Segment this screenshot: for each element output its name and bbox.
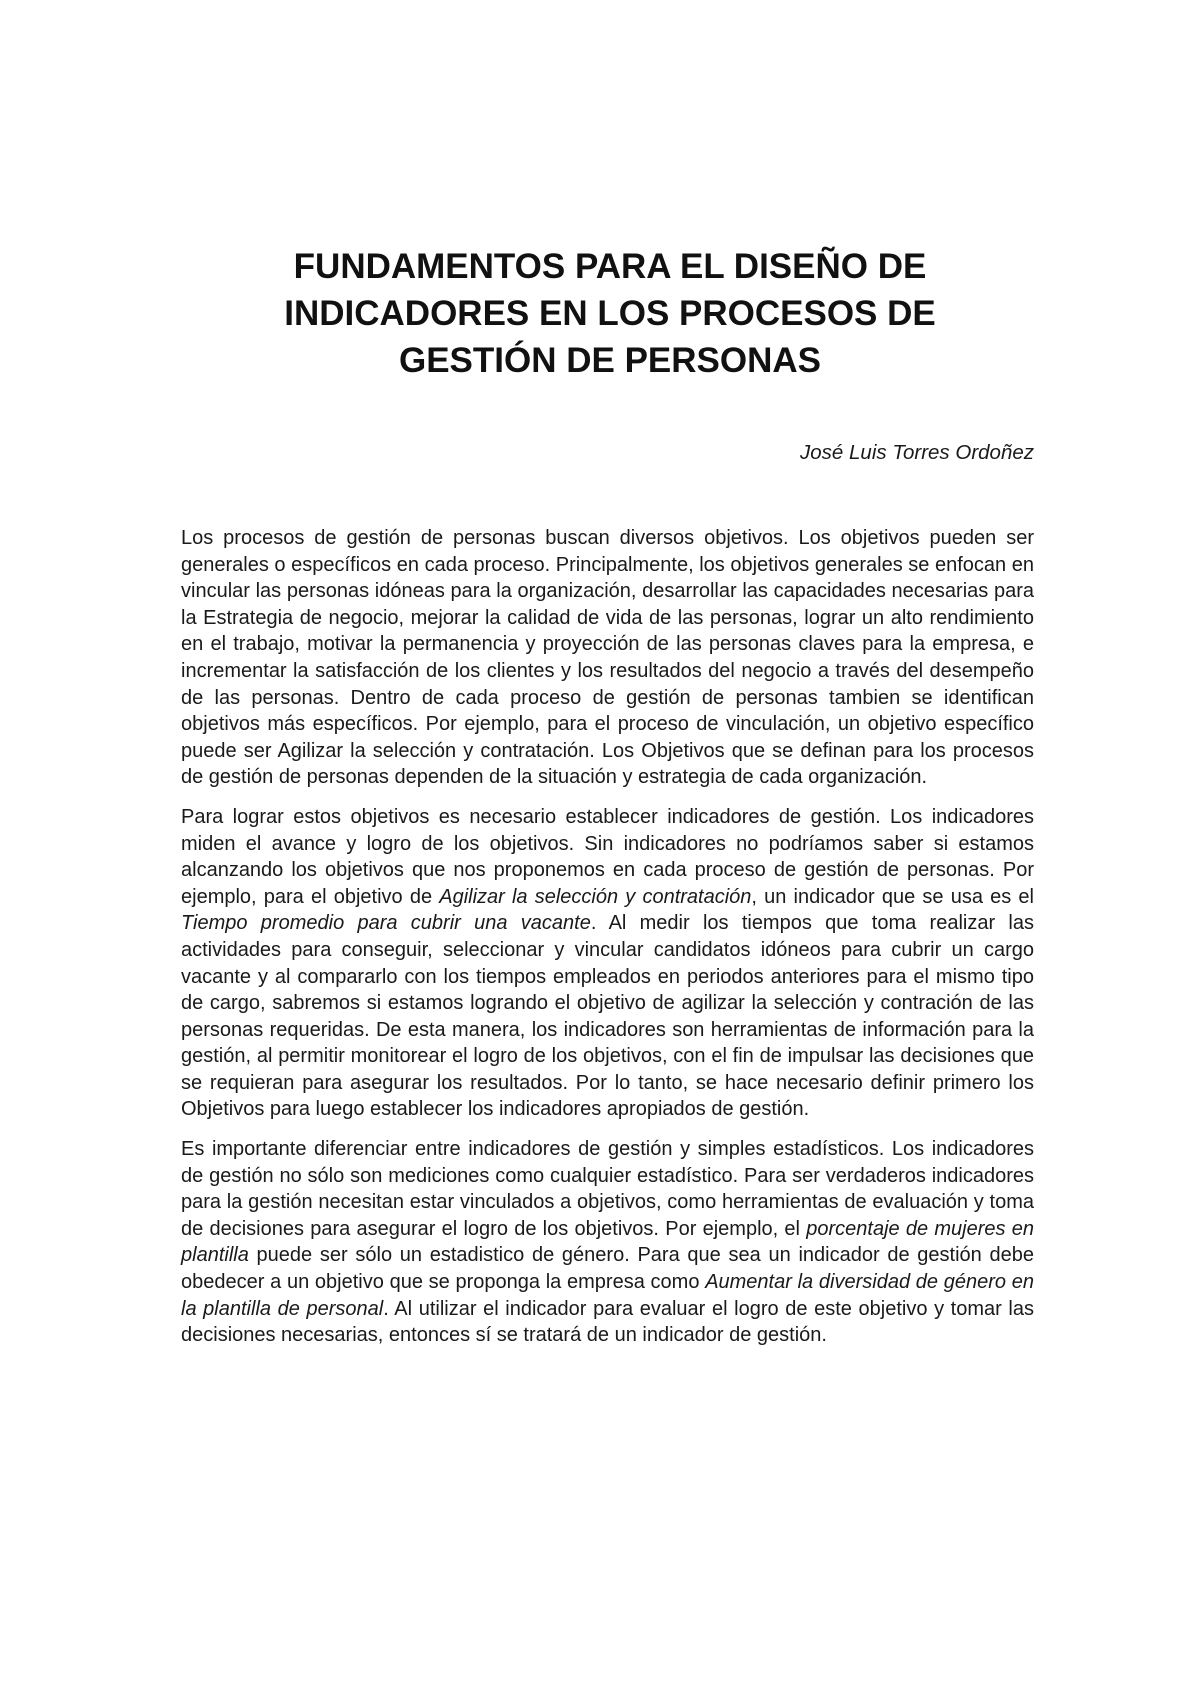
italic-statistic: porcentaje de mujeres en plantilla (181, 1217, 1034, 1267)
text-segment: Es importante diferenciar entre indicadores de gestión y simples estadísticos. Los indicadores de gestión no sólo son mediciones como cualquier estadístico. Para ser verdaderos indicadores para la gestión necesitan estar vinculados a objetivos, como herramientas de evaluación y toma de decisiones para asegurar el logro de los objetivos. Por ejemplo, el (181, 1138, 1034, 1240)
text-segment: , un indicador que se usa es el (751, 885, 1035, 908)
paragraph-3 (181, 1136, 1034, 1349)
document-title (180, 243, 1040, 384)
text-segment: . Al utilizar el indicador para evaluar el logro de este objetivo y tomar las decisiones necesarias, entonces sí se tratará de un indicador de gestión. (181, 1297, 1034, 1347)
italic-indicator: Tiempo promedio para cubrir una vacante (181, 912, 591, 935)
text-segment: puede ser sólo un estadistico de género. Para que sea un indicador de gestión debe obedecer a un objetivo que se proponga la empresa como (181, 1244, 1034, 1294)
document-body (181, 525, 1034, 1362)
text-segment: . Al medir los tiempos que toma realizar las actividades para conseguir, seleccionar y vincular candidatos idóneos para cubrir un cargo vacante y al compararlo con los tiempos empleados en periodos anteriores para el mismo tipo de cargo, sabremos si estamos logrando el objetivo de agilizar la selección y contración de las personas requeridas. De esta manera, los indicadores son herramientas de información para la gestión, al permitir monitorear el logro de los objetivos, con el fin de impulsar las decisiones que se requieran para asegurar los resultados. Por lo tanto, se hace necesario definir primero los Objetivos para luego establecer los indicadores apropiados de gestión. (181, 912, 1034, 1121)
author-name: José Luis Torres Ordoñez (800, 441, 1034, 464)
text-segment: Para lograr estos objetivos es necesario establecer indicadores de gestión. Los indicadores miden el avance y logro de los objetivos. Sin indicadores no podríamos saber si estamos alcanzando los objetivos que nos proponemos en cada proceso de gestión de personas. Por ejemplo, para el objetivo de (181, 805, 1034, 908)
paragraph-1 (181, 525, 1034, 791)
text-segment: Los procesos de gestión de personas buscan diversos objetivos. Los objetivos pueden ser generales o específicos en cada proceso. Principalmente, los objetivos generales se enfocan en vincular las personas idóneas para la organización, desarrollar las capacidades necesarias para la Estrategia de negocio, mejorar la calidad de vida de las personas, lograr un alto rendimiento en el trabajo, motivar la permanencia y proyección de las personas claves para la empresa, e incrementar la satisfacción de los clientes y los resultados del negocio a través del desempeño de las personas. Dentro de cada proceso de gestión de personas tambien se identifican objetivos más específicos. Por ejemplo, para el proceso de vinculación, un objetivo específico puede ser Agilizar la selección y contratación. Los Objetivos que se definan para los procesos de gestión de personas dependen de la situación y estrategia de cada organización. (181, 527, 1034, 789)
title-line: INDICADORES EN LOS PROCESOS DE (284, 294, 936, 333)
italic-objective: Agilizar la selección y contratación (439, 885, 752, 908)
paragraph-2 (181, 804, 1034, 1123)
italic-objective: Aumentar la diversidad de género en la plantilla de personal (181, 1271, 1034, 1320)
title-line: GESTIÓN DE PERSONAS (398, 341, 822, 380)
title-line: FUNDAMENTOS PARA EL DISEÑO DE (293, 247, 927, 286)
